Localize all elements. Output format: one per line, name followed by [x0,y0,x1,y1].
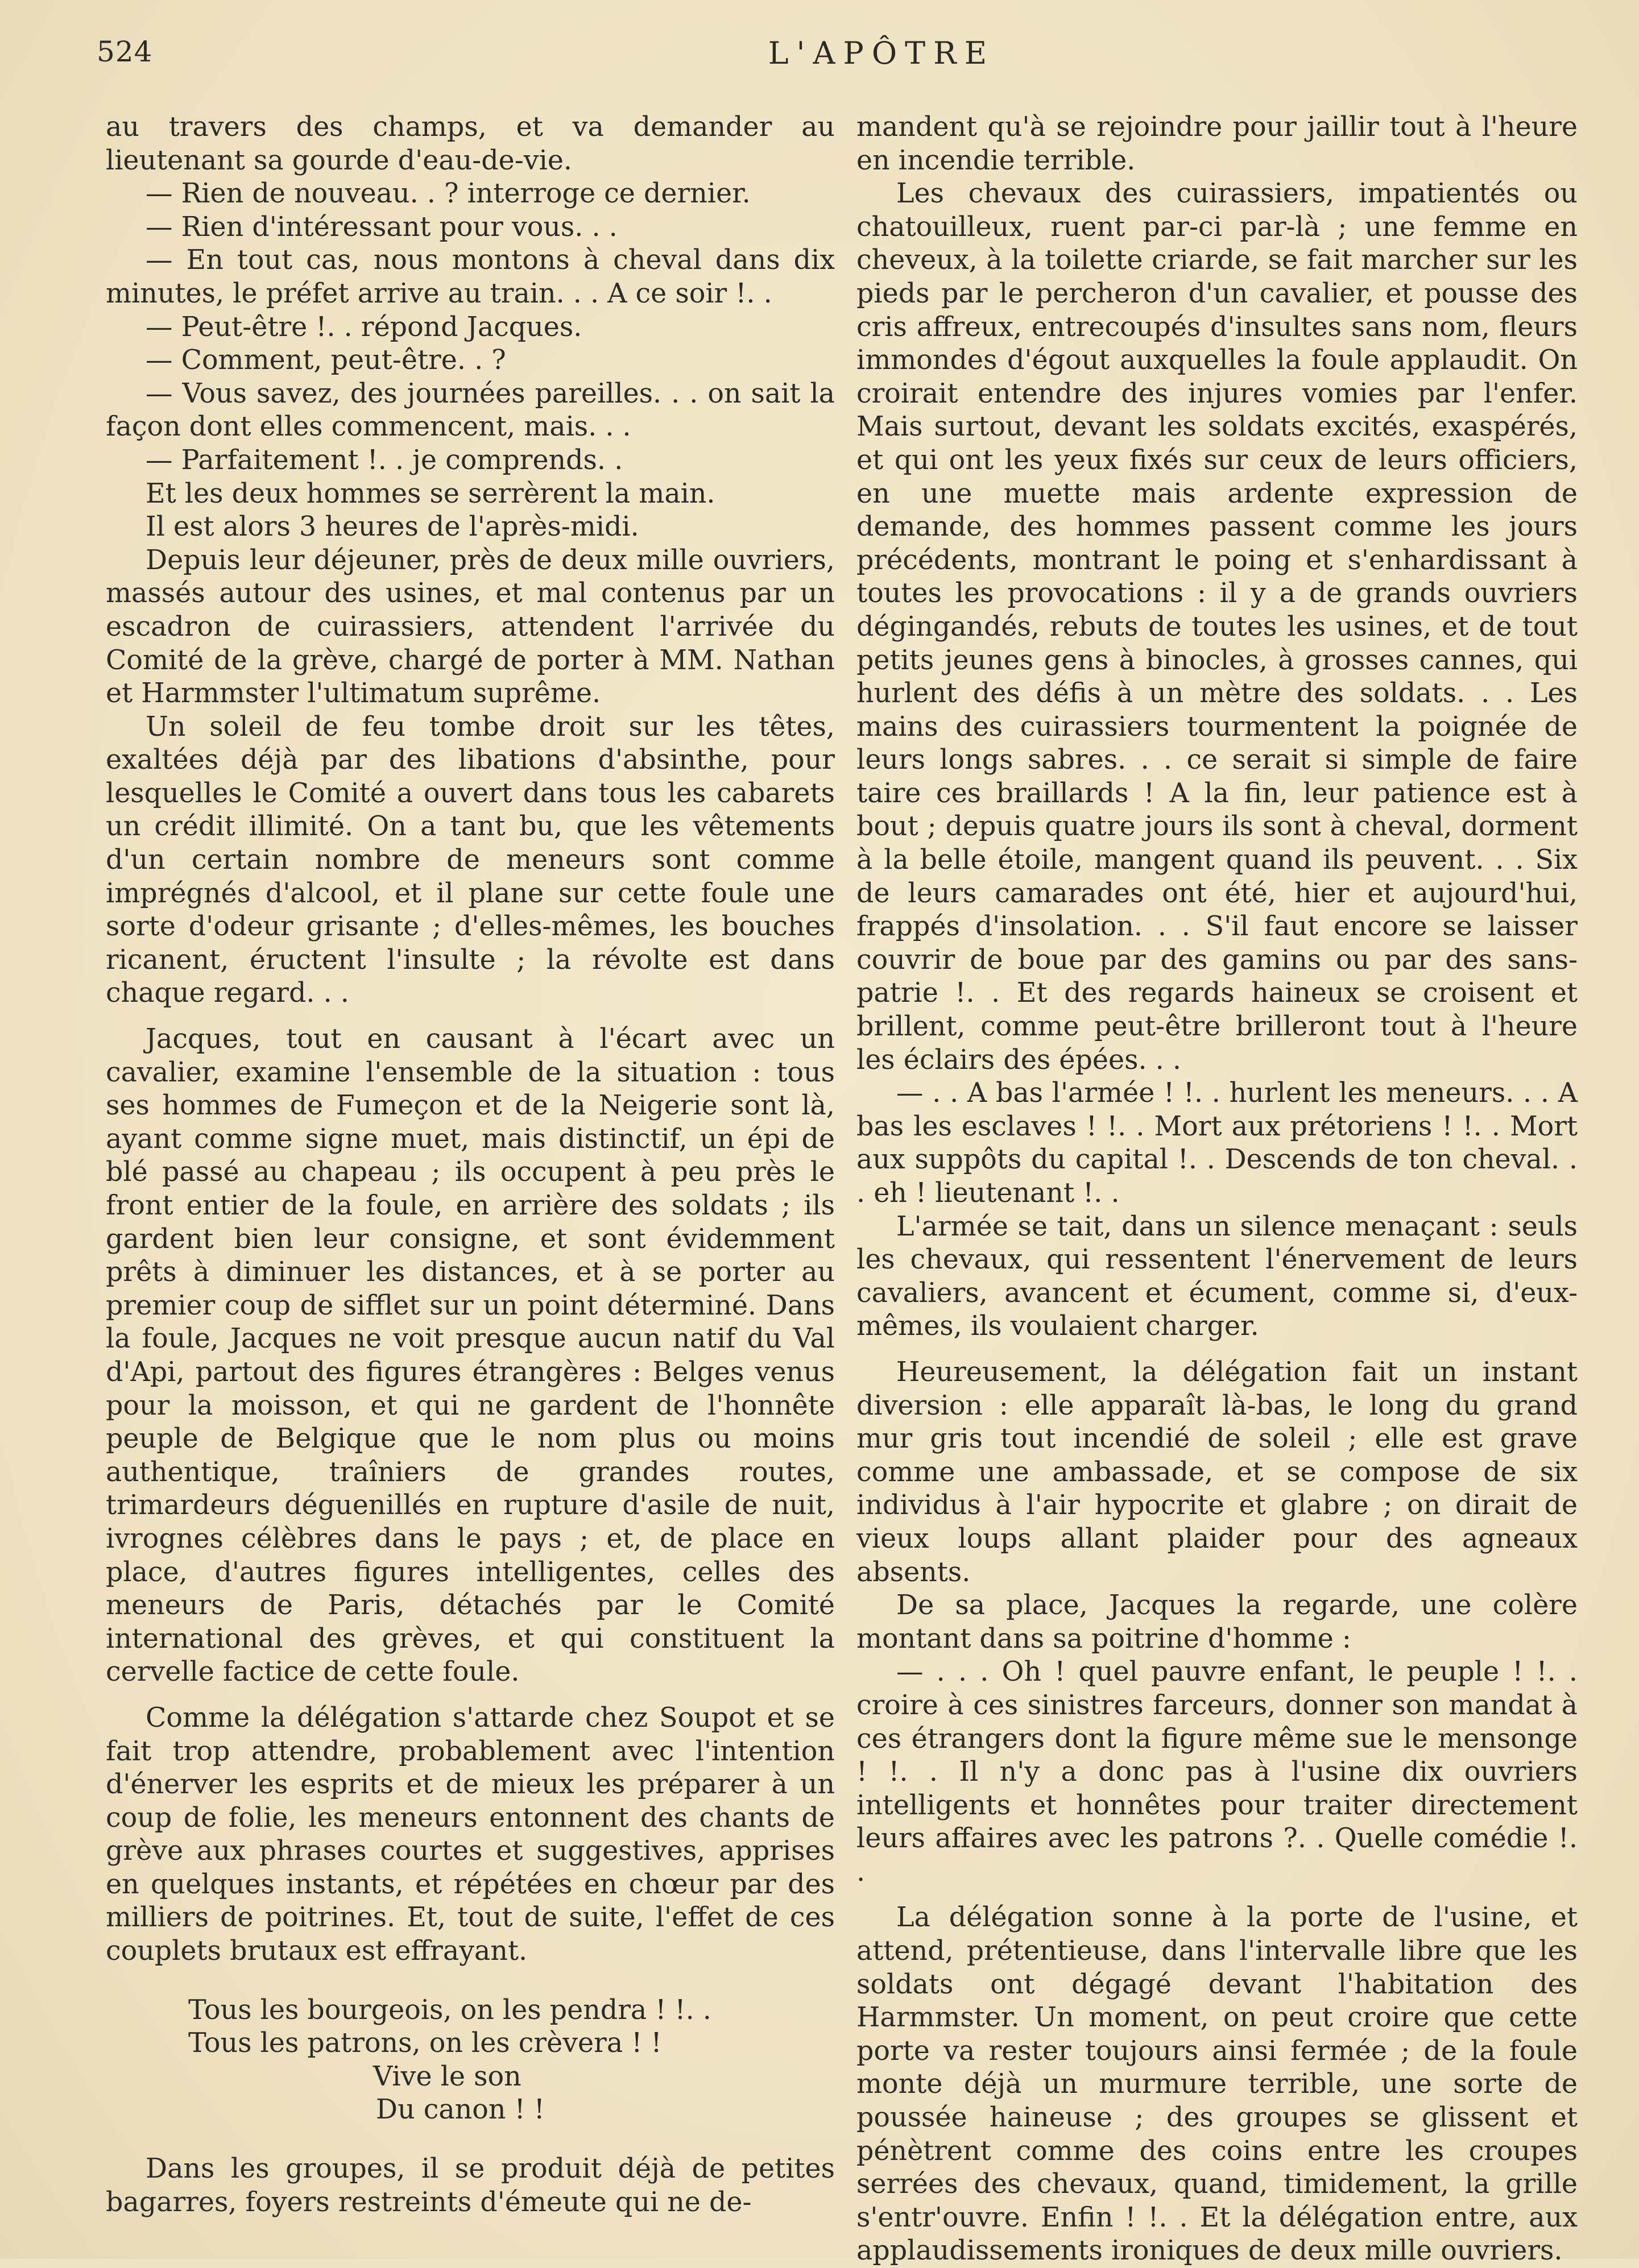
verse-line: Vive le son [373,2060,522,2092]
paragraph: Dans les groupes, il se produit déjà de petites bagarres, foyers restreints d'émeute qui ne de- [106,2153,835,2218]
running-title: L'APÔTRE [768,35,995,71]
paragraph: au travers des champs, et va demander au lieutenant sa gourde d'eau-de-vie. [106,111,835,176]
paragraph: Il est alors 3 heures de l'après-midi. [146,511,639,543]
song-verse [106,1994,835,2127]
dialogue-line: — Comment, peut-être. . ? [146,345,506,376]
dialogue-line: — . . . Oh ! quel pauvre enfant, le peuple ! !. . croire à ces sinistres farceurs, donner son mandat à ces étrangers dont la figure même sue le mensonge ! !. . Il n'y a donc pas à l'usine dix ouvriers intelligents et honnêtes pour traiter directement leurs affaires avec les patrons ?. . Quelle comédie !. . [856,1656,1578,1888]
paragraph: La délégation sonne à la porte de l'usine, et attend, prétentieuse, dans l'intervalle libre que les soldats ont dégagé devant l'habitation des Harmmster. Un moment, on peut croire que cette porte va rester toujours ainsi fermée ; de la foule monte déjà un murmure terrible, une sorte de poussée haineuse ; des groupes se glissent et pénètrent comme des coins entre les croupes serrées des chevaux, quand, timidement, la grille s'entr'ouvre. Enfin ! !. . Et la délégation entre, aux applaudissements ironiques de deux mille ouvriers. [856,1902,1578,2267]
dialogue-line: — . . A bas l'armée ! !. . hurlent les meneurs. . . A bas les esclaves ! !. . Mort aux prétoriens ! !. . Mort aux suppôts du capital !. . Descends de ton cheval. . . eh ! lieutenant !. . [856,1077,1578,1209]
dialogue-line: — Rien de nouveau. . ? interroge ce dernier. [146,178,751,210]
paragraph: Comme la délégation s'attarde chez Soupot et se fait trop attendre, probablement avec l'intention d'énerver les esprits et de mieux les préparer à un coup de folie, les meneurs entonnent des chants de grève aux phrases courtes et suggestives, apprises en quelques instants, et répétées en chœur par des milliers de poitrines. Et, tout de suite, l'effet de ces couplets brutaux est effrayant. [106,1702,835,1967]
paragraph: L'armée se tait, dans un silence menaçant : seuls les chevaux, qui ressentent l'énervement de leurs cavaliers, avancent et écument, comme si, d'eux-mêmes, ils voulaient charger. [856,1210,1578,1342]
verse-line: Tous les bourgeois, on les pendra ! !. . [188,1994,711,2026]
page-number: 524 [97,35,153,68]
paragraph: Et les deux hommes se serrèrent la main. [146,478,715,509]
page-header [97,35,1525,81]
verse-line: Tous les patrons, on les crèvera ! ! [188,2027,662,2059]
paragraph: mandent qu'à se rejoindre pour jaillir tout à l'heure en incendie terrible. [856,111,1578,176]
dialogue-line: — En tout cas, nous montons à cheval dans dix minutes, le préfet arrive au train. . . A ce soir !. . [106,244,835,309]
right-column [856,111,1578,2268]
dialogue-line: — Parfaitement !. . je comprends. . [146,444,623,476]
paragraph: Jacques, tout en causant à l'écart avec un cavalier, examine l'ensemble de la situation : tous ses hommes de Fumeçon et de la Neigerie sont là, ayant comme signe muet, mais distinctif, un épi de blé passé au chapeau ; ils occupent à peu près le front entier de la foule, en arrière des soldats ; ils gardent bien leur consigne, et sont évidemment prêts à diminuer les distances, et à se porter au premier coup de sifflet sur un point déterminé. Dans la foule, Jacques ne voit presque aucun natif du Val d'Api, partout des figures étrangères : Belges venus pour la moisson, et qui ne gardent de l'honnête peuple de Belgique que le nom plus ou moins authentique, traîniers de grandes routes, trimardeurs déguenillés en rupture d'asile de nuit, ivrognes célèbres dans le pays ; et, de place en place, d'autres figures intelligentes, celles des meneurs de Paris, détachés par le Comité international des grèves, et qui constituent la cervelle factice de cette foule. [106,1023,835,1688]
paragraph: Les chevaux des cuirassiers, impatientés ou chatouilleux, ruent par-ci par-là ; une femme en cheveux, à la toilette criarde, se fait marcher sur les pieds par le percheron d'un cavalier, et pousse des cris affreux, entrecoupés d'insultes sans nom, fleurs immondes d'égout auxquelles la foule applaudit. On croirait entendre des injures vomies par l'enfer. Mais surtout, devant les soldats excités, exaspérés, et qui ont les yeux fixés sur ceux de leurs officiers, en une muette mais ardente expression de demande, des hommes passent comme les jours précédents, montrant le poing et s'enhardissant à toutes les provocations : il y a de grands ouvriers dégingandés, rebuts de toutes les usines, et de tout petits jeunes gens à binocles, à grosses cannes, qui hurlent des défis à un mètre des soldats. . . Les mains des cuirassiers tourmentent la poignée de leurs longs sabres. . . ce serait si simple de faire taire ces braillards ! A la fin, leur patience est à bout ; depuis quatre jours ils sont à cheval, dorment à la belle étoile, mangent quand ils peuvent. . . Six de leurs camarades ont été, hier et aujourd'hui, frappés d'insolation. . . S'il faut encore se laisser couvrir de boue par des gamins ou par des sans-patrie !. . Et des regards haineux se croisent et brillent, comme peut-être brilleront tout à l'heure les éclairs des épées. . . [856,178,1578,1076]
paragraph: Heureusement, la délégation fait un instant diversion : elle apparaît là-bas, le long du grand mur gris tout incendié de soleil ; elle est grave comme une ambassade, et se compose de six individus à l'air hypocrite et glabre ; on dirait de vieux loups allant plaider pour des agneaux absents. [856,1356,1578,1588]
dialogue-line: — Vous savez, des journées pareilles. . . on sait la façon dont elles commencent, mais. . . [106,378,835,443]
paragraph: Un soleil de feu tombe droit sur les têtes, exaltées déjà par des libations d'absinthe, pour lesquelles le Comité a ouvert dans tous les cabarets un crédit illimité. On a tant bu, que les vêtements d'un certain nombre de meneurs sont comme imprégnés d'alcool, et il plane sur cette foule une sorte d'odeur grisante ; d'elles-mêmes, les bouches ricanent, éructent l'insulte ; la révolte est dans chaque regard. . . [106,711,835,1009]
paragraph: Depuis leur déjeuner, près de deux mille ouvriers, massés autour des usines, et mal contenus par un escadron de cuirassiers, attendent l'arrivée du Comité de la grève, chargé de porter à MM. Nathan et Harmmster l'ultimatum suprême. [106,544,835,710]
verse-line: Du canon ! ! [376,2094,545,2126]
left-column [106,111,835,2219]
dialogue-line: — Peut-être !. . répond Jacques. [146,311,582,343]
dialogue-line: — Rien d'intéressant pour vous. . . [146,211,618,243]
paragraph: De sa place, Jacques la regarde, une colère montant dans sa poitrine d'homme : [856,1590,1578,1655]
